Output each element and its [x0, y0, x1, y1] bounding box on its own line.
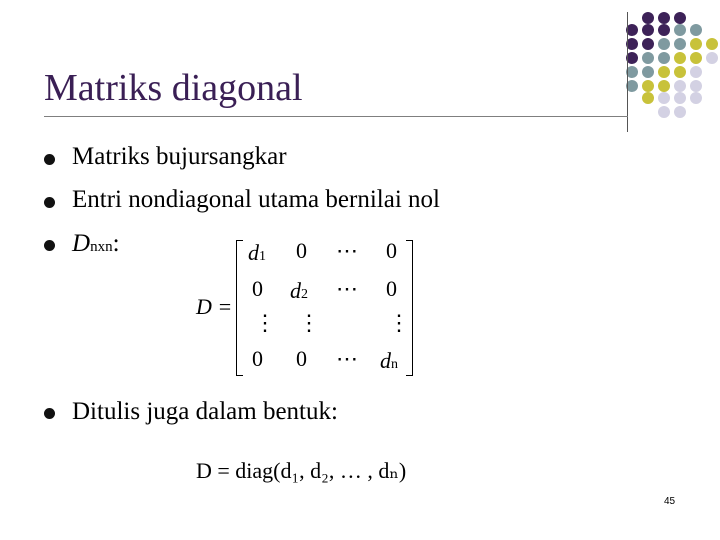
bullet-icon [44, 154, 56, 166]
matrix-cell: 0 [296, 238, 307, 263]
bullet-text-3: Ditulis juga dalam bentuk: [72, 398, 338, 425]
matrix-cell: ⋯ [336, 238, 358, 263]
bullet-icon [44, 240, 56, 252]
matrix-cell: 0 [252, 276, 263, 301]
title-underline [44, 116, 628, 117]
matrix-left-bracket [236, 240, 243, 376]
matrix-right-bracket [406, 240, 413, 376]
dnxn-D: D [72, 230, 91, 257]
diag-formula: D = diag(d₁, d₂, … , dₙ) [196, 458, 407, 483]
bullet-text-2: Entri nondiagonal utama bernilai nol [72, 186, 440, 213]
matrix-cell: 0 [386, 238, 397, 263]
matrix-cell: 0 [252, 346, 263, 371]
matrix-cell: ⋮ [254, 310, 276, 335]
matrix-cell: ⋯ [336, 346, 358, 371]
slide-title: Matriks diagonal [44, 67, 303, 109]
dnxn-label [72, 230, 120, 258]
matrix-cell: ⋯ [336, 276, 358, 301]
dnxn-colon: : [112, 230, 120, 257]
matrix-cell: dn [380, 348, 398, 373]
page-number: 45 [664, 496, 676, 507]
matrix-cell: 0 [296, 346, 307, 371]
matrix-cell: d1 [248, 240, 266, 265]
matrix-cell: ⋮ [298, 310, 320, 335]
matrix-cell: d2 [290, 278, 308, 303]
bullet-text-1: Matriks bujursangkar [72, 143, 287, 170]
bullet-icon [44, 197, 56, 209]
matrix-cell: ⋮ [388, 310, 410, 335]
vertical-divider [627, 12, 628, 132]
bullet-icon [44, 408, 56, 420]
matrix-label: D = [196, 294, 233, 319]
matrix-cell: 0 [386, 276, 397, 301]
dnxn-subscript: nxn [90, 239, 113, 255]
